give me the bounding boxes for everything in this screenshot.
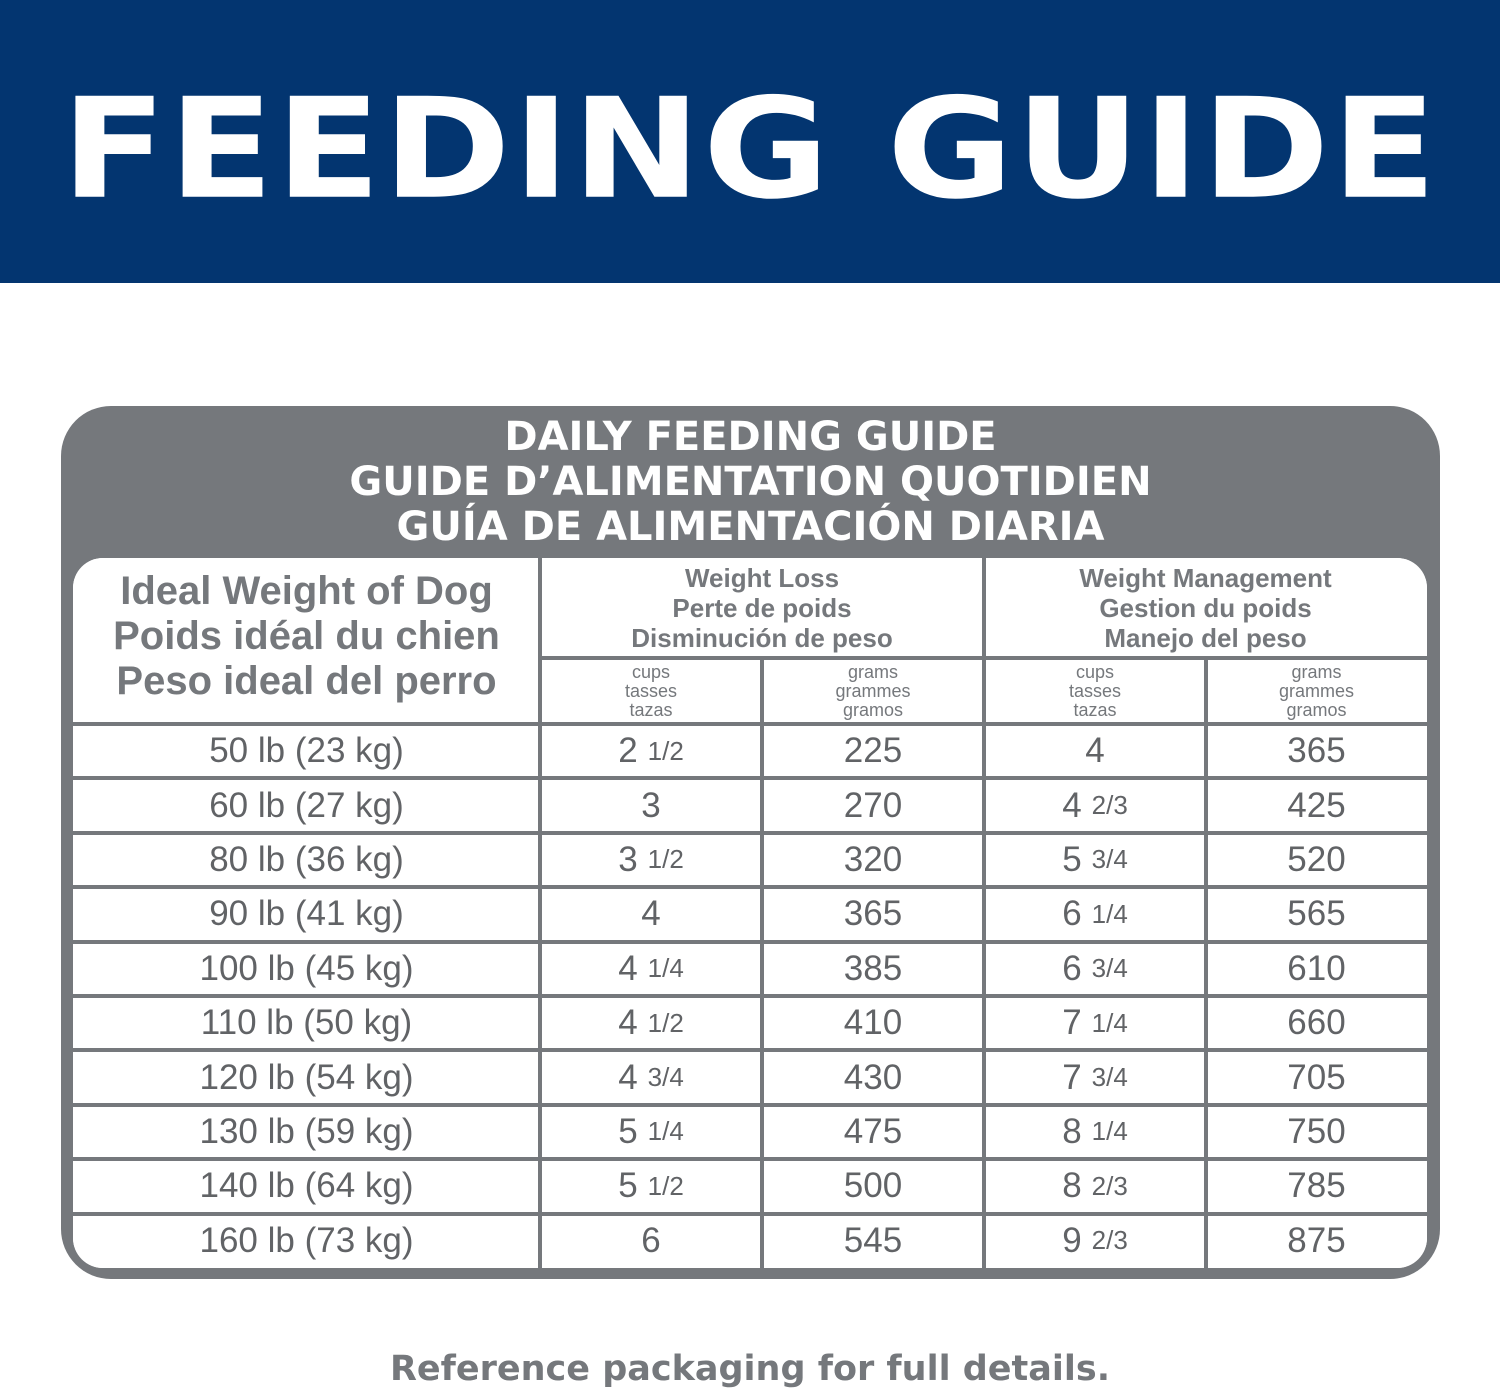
table-cell xyxy=(540,887,762,941)
grid-line xyxy=(73,1103,1427,1107)
cups-whole: 2 xyxy=(618,731,638,771)
header-line: tazas xyxy=(629,699,673,720)
cups-fraction: 3/4 xyxy=(1091,1062,1128,1093)
table-cell: 160 lb (73 kg) xyxy=(73,1214,540,1268)
table-cell xyxy=(540,1050,762,1104)
cups-fraction: 1/4 xyxy=(647,1116,684,1147)
header-line: Ideal Weight of Dog xyxy=(120,568,493,613)
grid-line xyxy=(73,722,1427,726)
table-cell xyxy=(540,996,762,1050)
unit-header xyxy=(1206,658,1427,724)
footer-note: Reference packaging for full details. xyxy=(389,1349,1111,1389)
card-title-line: DAILY FEEDING GUIDE xyxy=(504,414,997,460)
table-cell: 520 xyxy=(1206,833,1427,887)
feeding-table xyxy=(73,558,1427,1268)
grid-line xyxy=(73,1157,1427,1161)
cups-whole: 5 xyxy=(1062,839,1082,879)
table-cell: 80 lb (36 kg) xyxy=(73,833,540,887)
cups-whole: 7 xyxy=(1062,1003,1082,1043)
cups-whole: 5 xyxy=(618,1166,638,1206)
header-line: tazas xyxy=(1073,699,1117,720)
cups-fraction: 1/4 xyxy=(1091,1007,1128,1038)
cups-fraction: 2/3 xyxy=(1091,790,1128,821)
table-cell xyxy=(984,1105,1206,1159)
table-cell: 610 xyxy=(1206,942,1427,996)
cups-fraction: 1/2 xyxy=(647,735,684,766)
cups-fraction: 1/4 xyxy=(647,953,684,984)
table-cell: 60 lb (27 kg) xyxy=(73,778,540,832)
header-line: Disminución de peso xyxy=(631,623,893,653)
cups-whole: 4 xyxy=(618,948,638,988)
grid-line xyxy=(73,1048,1427,1052)
header-line: Weight Management xyxy=(1079,563,1332,593)
table-cell xyxy=(540,833,762,887)
table-cell: 545 xyxy=(762,1214,984,1268)
unit-header xyxy=(762,658,984,724)
grid-line xyxy=(73,831,1427,835)
cups-whole: 6 xyxy=(641,1220,661,1260)
table-cell: 385 xyxy=(762,942,984,996)
grid-line xyxy=(73,885,1427,889)
table-cell: 320 xyxy=(762,833,984,887)
table-cell: 140 lb (64 kg) xyxy=(73,1159,540,1213)
weight-management-header xyxy=(984,558,1427,658)
cups-fraction: 3/4 xyxy=(1091,953,1128,984)
cups-whole: 9 xyxy=(1062,1220,1082,1260)
table-cell: 365 xyxy=(1206,724,1427,778)
cups-fraction: 3/4 xyxy=(647,1062,684,1093)
header-line: Poids idéal du chien xyxy=(113,613,500,658)
grid-line xyxy=(538,558,542,1268)
table-cell xyxy=(984,724,1206,778)
table-cell: 705 xyxy=(1206,1050,1427,1104)
table-cell xyxy=(984,887,1206,941)
cups-fraction: 2/3 xyxy=(1091,1225,1128,1256)
grid-line xyxy=(1204,658,1208,1268)
cups-whole: 3 xyxy=(641,785,661,825)
table-cell xyxy=(984,1159,1206,1213)
table-cell: 110 lb (50 kg) xyxy=(73,996,540,1050)
header-line: Weight Loss xyxy=(684,563,840,593)
table-cell: 425 xyxy=(1206,778,1427,832)
cups-fraction: 1/4 xyxy=(1091,898,1128,929)
table-cell: 410 xyxy=(762,996,984,1050)
header-line: grams xyxy=(1291,661,1342,682)
table-cell xyxy=(984,778,1206,832)
header-line: grammes xyxy=(1278,680,1354,701)
cups-fraction: 1/2 xyxy=(647,1170,684,1201)
cups-whole: 4 xyxy=(1085,731,1105,771)
header-line: gramos xyxy=(842,699,904,720)
cups-whole: 4 xyxy=(618,1057,638,1097)
unit-header xyxy=(540,658,762,724)
cups-whole: 5 xyxy=(618,1111,638,1151)
header-line: Gestion du poids xyxy=(1099,593,1312,623)
table-cell: 565 xyxy=(1206,887,1427,941)
grid-line xyxy=(982,558,986,1268)
header-line: gramos xyxy=(1286,699,1347,720)
cups-fraction: 1/2 xyxy=(647,844,684,875)
cups-fraction: 1/2 xyxy=(647,1007,684,1038)
cups-fraction: 2/3 xyxy=(1091,1170,1128,1201)
table-cell: 225 xyxy=(762,724,984,778)
grid-line xyxy=(73,940,1427,944)
grid-line xyxy=(540,656,1427,660)
cups-whole: 8 xyxy=(1062,1166,1082,1206)
header-line: cups xyxy=(1075,661,1115,682)
grid-line xyxy=(760,658,764,1268)
header-line: tasses xyxy=(624,680,678,701)
table-cell: 475 xyxy=(762,1105,984,1159)
table-cell xyxy=(984,1050,1206,1104)
header-line: Peso ideal del perro xyxy=(116,658,497,703)
ideal-weight-header xyxy=(73,558,540,724)
table-cell: 660 xyxy=(1206,996,1427,1050)
table-cell: 120 lb (54 kg) xyxy=(73,1050,540,1104)
cups-whole: 6 xyxy=(1062,894,1082,934)
header-line: Manejo del peso xyxy=(1104,623,1307,653)
table-cell xyxy=(540,1105,762,1159)
cups-whole: 8 xyxy=(1062,1111,1082,1151)
table-cell: 90 lb (41 kg) xyxy=(73,887,540,941)
header-line: Perte de poids xyxy=(672,593,852,623)
table-cell: 130 lb (59 kg) xyxy=(73,1105,540,1159)
table-cell xyxy=(984,942,1206,996)
header-line: grams xyxy=(847,661,898,682)
header-line: tasses xyxy=(1068,680,1122,701)
table-cell: 750 xyxy=(1206,1105,1427,1159)
header-line: grammes xyxy=(835,680,911,701)
cups-whole: 4 xyxy=(641,894,661,934)
cups-whole: 4 xyxy=(1062,785,1082,825)
table-cell: 430 xyxy=(762,1050,984,1104)
table-cell: 365 xyxy=(762,887,984,941)
table-cell xyxy=(540,724,762,778)
table-cell xyxy=(984,833,1206,887)
cups-whole: 3 xyxy=(618,839,638,879)
cups-whole: 4 xyxy=(618,1003,638,1043)
grid-line xyxy=(73,994,1427,998)
cups-fraction: 3/4 xyxy=(1091,844,1128,875)
card-title xyxy=(61,406,1440,565)
table-cell: 500 xyxy=(762,1159,984,1213)
table-cell xyxy=(540,1159,762,1213)
table-cell: 785 xyxy=(1206,1159,1427,1213)
grid-line xyxy=(73,776,1427,780)
table-cell xyxy=(540,942,762,996)
table-cell xyxy=(984,996,1206,1050)
cups-whole: 7 xyxy=(1062,1057,1082,1097)
card-title-line: GUÍA DE ALIMENTACIÓN DIARIA xyxy=(396,504,1105,550)
table-cell: 100 lb (45 kg) xyxy=(73,942,540,996)
cups-whole: 6 xyxy=(1062,948,1082,988)
grid-line xyxy=(73,1212,1427,1216)
table-cell: 875 xyxy=(1206,1214,1427,1268)
header-line: cups xyxy=(631,661,671,682)
header-banner xyxy=(0,0,1500,283)
cups-fraction: 1/4 xyxy=(1091,1116,1128,1147)
table-cell: 50 lb (23 kg) xyxy=(73,724,540,778)
unit-header xyxy=(984,658,1206,724)
weight-loss-header xyxy=(540,558,984,658)
table-cell: 270 xyxy=(762,778,984,832)
table-cell xyxy=(984,1214,1206,1268)
card-title-line: GUIDE D’ALIMENTATION QUOTIDIEN xyxy=(349,459,1152,505)
table-cell xyxy=(540,778,762,832)
table-cell xyxy=(540,1214,762,1268)
page-title: FEEDING GUIDE xyxy=(61,69,1439,231)
